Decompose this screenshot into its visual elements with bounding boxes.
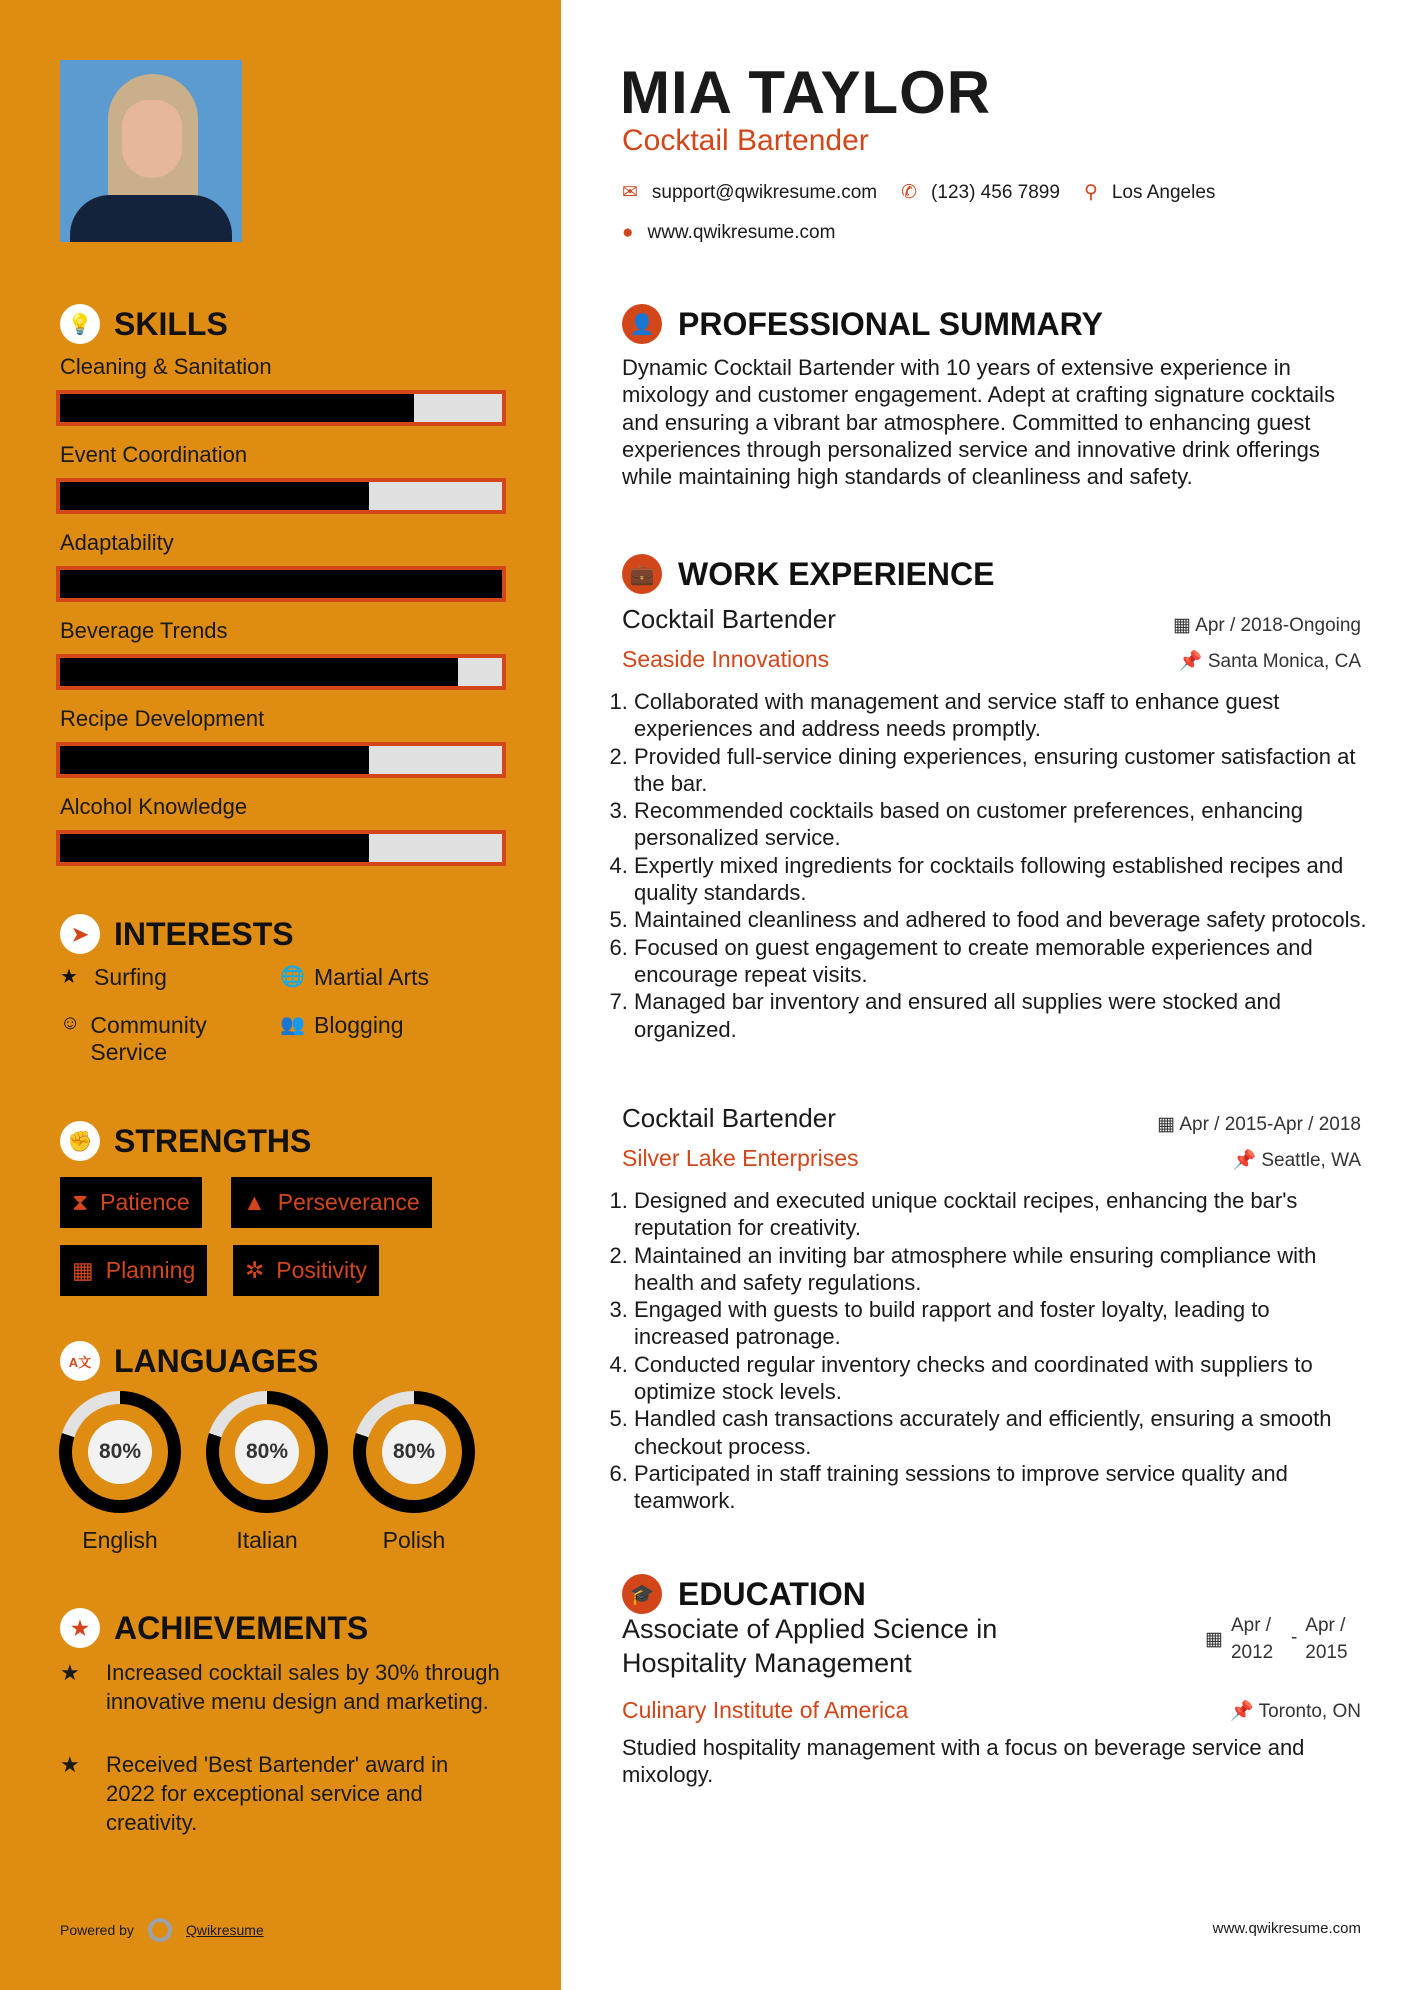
language-ring-polish: 80% bbox=[353, 1391, 475, 1513]
language-name: Italian bbox=[236, 1527, 298, 1553]
phone-icon: ✆ bbox=[901, 182, 918, 203]
interest-item: ★ Surfing bbox=[60, 964, 167, 990]
profile-photo bbox=[60, 60, 242, 242]
phone: (123) 456 7899 bbox=[931, 181, 1060, 203]
job-title: Cocktail Bartender bbox=[622, 124, 869, 157]
language-icon: A文 bbox=[60, 1341, 100, 1381]
hourglass-icon: ⧗ bbox=[72, 1189, 89, 1215]
education-location: 📌 Toronto, ON bbox=[1229, 1701, 1361, 1722]
qwikresume-link[interactable]: Qwikresume bbox=[185, 1922, 264, 1938]
paper-plane-icon: ➤ bbox=[60, 914, 100, 954]
calendar-icon: ▦ bbox=[1205, 1629, 1223, 1650]
road-icon: ▲ bbox=[243, 1189, 266, 1215]
job-bullet: 5. Maintained cleanliness and adhered to food and beverage safety protocols. bbox=[634, 906, 1368, 933]
education-heading: 🎓 EDUCATION bbox=[622, 1574, 866, 1614]
job-dates: ▦ Apr / 2015-Apr / 2018 bbox=[1157, 1114, 1361, 1135]
languages-heading: A文 LANGUAGES bbox=[60, 1341, 318, 1381]
job-bullet: 1. Collaborated with management and service staff to enhance guest experiences and address needs promptly. bbox=[634, 688, 1368, 743]
lightbulb-icon: 💡 bbox=[60, 304, 100, 344]
skill-bar-fill bbox=[60, 570, 502, 598]
company-name: Seaside Innovations bbox=[622, 646, 830, 672]
globe-icon: 🌐 bbox=[280, 966, 305, 988]
language-name: English bbox=[82, 1527, 158, 1553]
strength-tag: ✲ Positivity bbox=[233, 1245, 379, 1296]
job-bullet: 6. Participated in staff training sessions to improve service quality and teamwork. bbox=[634, 1460, 1368, 1515]
envelope-icon: ✉ bbox=[622, 182, 638, 203]
summary-text: Dynamic Cocktail Bartender with 10 years of extensive experience in mixology and customer engagement. Adept at crafting signature cocktails and ensuring a vibrant bar atmosphere. Committed to enhancing guest experiences through personalized service and innovative drink offerings while maintaining high standards of cleanliness and safety. bbox=[622, 355, 1335, 490]
skill-bar-fill bbox=[60, 658, 458, 686]
star-icon: ★ bbox=[60, 966, 78, 988]
skill-bar bbox=[56, 478, 506, 514]
pushpin-icon: 📌 bbox=[1178, 651, 1208, 672]
interest-item: 👥 Blogging bbox=[280, 1012, 404, 1038]
graduation-icon: 🎓 bbox=[622, 1574, 662, 1614]
skill-bar-fill bbox=[60, 746, 369, 774]
job-bullet: 2. Provided full-service dining experiences, ensuring customer satisfaction at the bar. bbox=[634, 743, 1368, 798]
footer-website[interactable]: www.qwikresume.com bbox=[1212, 1920, 1361, 1937]
skill-bar bbox=[56, 566, 506, 602]
fist-icon: ✊ bbox=[60, 1121, 100, 1161]
skill-bar bbox=[56, 830, 506, 866]
briefcase-chair-icon: 💼 bbox=[622, 554, 662, 594]
education-text: Studied hospitality management with a focus on beverage service and mixology. bbox=[622, 1735, 1305, 1788]
skill-label: Cleaning & Sanitation bbox=[60, 354, 272, 379]
globe-icon: ● bbox=[622, 222, 634, 243]
strength-tag: ▦ Planning bbox=[60, 1245, 207, 1296]
job-bullets bbox=[616, 1187, 1368, 1515]
interest-item: 🌐 Martial Arts bbox=[280, 964, 430, 990]
contact-row bbox=[622, 181, 1215, 204]
degree: Associate of Applied Science in Hospitality Management bbox=[622, 1614, 998, 1678]
job-bullet: 4. Expertly mixed ingredients for cocktails following established recipes and quality standards. bbox=[634, 852, 1368, 907]
calendar-icon: ▦ bbox=[72, 1257, 94, 1283]
job-bullet: 6. Focused on guest engagement to create memorable experiences and encourage repeat visits. bbox=[634, 934, 1368, 989]
job-dates: ▦ Apr / 2018-Ongoing bbox=[1172, 615, 1361, 636]
achievement-item: ★ Increased cocktail sales by 30% through innovative menu design and marketing. bbox=[60, 1660, 500, 1714]
skill-bar-fill bbox=[60, 834, 369, 862]
skill-bar bbox=[56, 390, 506, 426]
map-pin-icon: ⚲ bbox=[1083, 182, 1098, 203]
shooting-star-icon: ★ bbox=[60, 1660, 80, 1685]
sun-icon: ✲ bbox=[245, 1257, 265, 1283]
skill-label: Recipe Development bbox=[60, 706, 265, 731]
job-bullet: 2. Maintained an inviting bar atmosphere while ensuring compliance with health and safety regulations. bbox=[634, 1242, 1368, 1297]
strength-tag: ▲ Perseverance bbox=[231, 1177, 432, 1228]
job-bullet: 1. Designed and executed unique cocktail recipes, enhancing the bar's reputation for creativity. bbox=[634, 1187, 1368, 1242]
powered-by: Powered by Qwikresume bbox=[60, 1918, 264, 1942]
website-row bbox=[622, 222, 835, 244]
job-title: Cocktail Bartender bbox=[622, 604, 836, 634]
calendar-icon: ▦ bbox=[1172, 615, 1196, 636]
school: Culinary Institute of America bbox=[622, 1697, 909, 1723]
strength-tag: ⧗ Patience bbox=[60, 1177, 202, 1228]
skill-label: Alcohol Knowledge bbox=[60, 794, 248, 819]
strengths-heading: ✊ STRENGTHS bbox=[60, 1121, 311, 1161]
skill-label: Event Coordination bbox=[60, 442, 248, 467]
interests-heading: ➤ INTERESTS bbox=[60, 914, 294, 954]
company-name: Silver Lake Enterprises bbox=[622, 1145, 859, 1171]
shooting-star-icon: ★ bbox=[60, 1752, 80, 1777]
work-heading: 💼 WORK EXPERIENCE bbox=[622, 554, 994, 594]
achievement-item: ★ Received 'Best Bartender' award in 2022 for exceptional service and creativity. bbox=[60, 1752, 449, 1835]
location: Los Angeles bbox=[1111, 181, 1216, 203]
skill-label: Adaptability bbox=[60, 530, 174, 555]
skills-heading: 💡 SKILLS bbox=[60, 304, 228, 344]
calendar-icon: ▦ bbox=[1157, 1114, 1180, 1135]
job-bullet: 4. Conducted regular inventory checks and coordinated with suppliers to optimize stock levels. bbox=[634, 1351, 1368, 1406]
pushpin-icon: 📌 bbox=[1229, 1701, 1259, 1722]
job-location: 📌 Santa Monica, CA bbox=[1178, 651, 1361, 672]
skill-bar bbox=[56, 654, 506, 690]
skill-bar bbox=[56, 742, 506, 778]
skill-bar-fill bbox=[60, 394, 414, 422]
summary-heading: 👤 PROFESSIONAL SUMMARY bbox=[622, 304, 1103, 344]
interest-item: ☺ Community Service bbox=[60, 1012, 207, 1065]
award-star-icon: ★ bbox=[60, 1608, 100, 1648]
email[interactable]: support@qwikresume.com bbox=[651, 181, 878, 203]
job-bullet: 5. Handled cash transactions accurately and efficiently, ensuring a smooth checkout process. bbox=[634, 1405, 1368, 1460]
candidate-name: MIA TAYLOR bbox=[620, 59, 992, 126]
website[interactable]: www.qwikresume.com bbox=[647, 222, 836, 243]
pushpin-icon: 📌 bbox=[1232, 1150, 1262, 1171]
job-title: Cocktail Bartender bbox=[622, 1103, 836, 1133]
job-bullet: 3. Recommended cocktails based on customer preferences, enhancing personalized service. bbox=[634, 797, 1368, 852]
qwikresume-logo-icon bbox=[148, 1918, 172, 1942]
job-location: 📌 Seattle, WA bbox=[1232, 1150, 1361, 1171]
users-icon: 👥 bbox=[280, 1014, 305, 1036]
handshake-icon: ☺ bbox=[60, 1012, 81, 1034]
language-ring-english: 80% bbox=[59, 1391, 181, 1513]
skill-bar-fill bbox=[60, 482, 369, 510]
skill-label: Beverage Trends bbox=[60, 618, 228, 643]
job-bullet: 7. Managed bar inventory and ensured all supplies were stocked and organized. bbox=[634, 988, 1368, 1043]
education-dates: ▦ Apr / 2012 - Apr / 2015 bbox=[1205, 1612, 1357, 1666]
user-icon: 👤 bbox=[622, 304, 662, 344]
language-ring-italian: 80% bbox=[206, 1391, 328, 1513]
language-name: Polish bbox=[382, 1527, 446, 1553]
achievements-heading: ★ ACHIEVEMENTS bbox=[60, 1608, 368, 1648]
job-bullet: 3. Engaged with guests to build rapport and foster loyalty, leading to increased patronage. bbox=[634, 1296, 1368, 1351]
job-bullets bbox=[616, 688, 1368, 1043]
